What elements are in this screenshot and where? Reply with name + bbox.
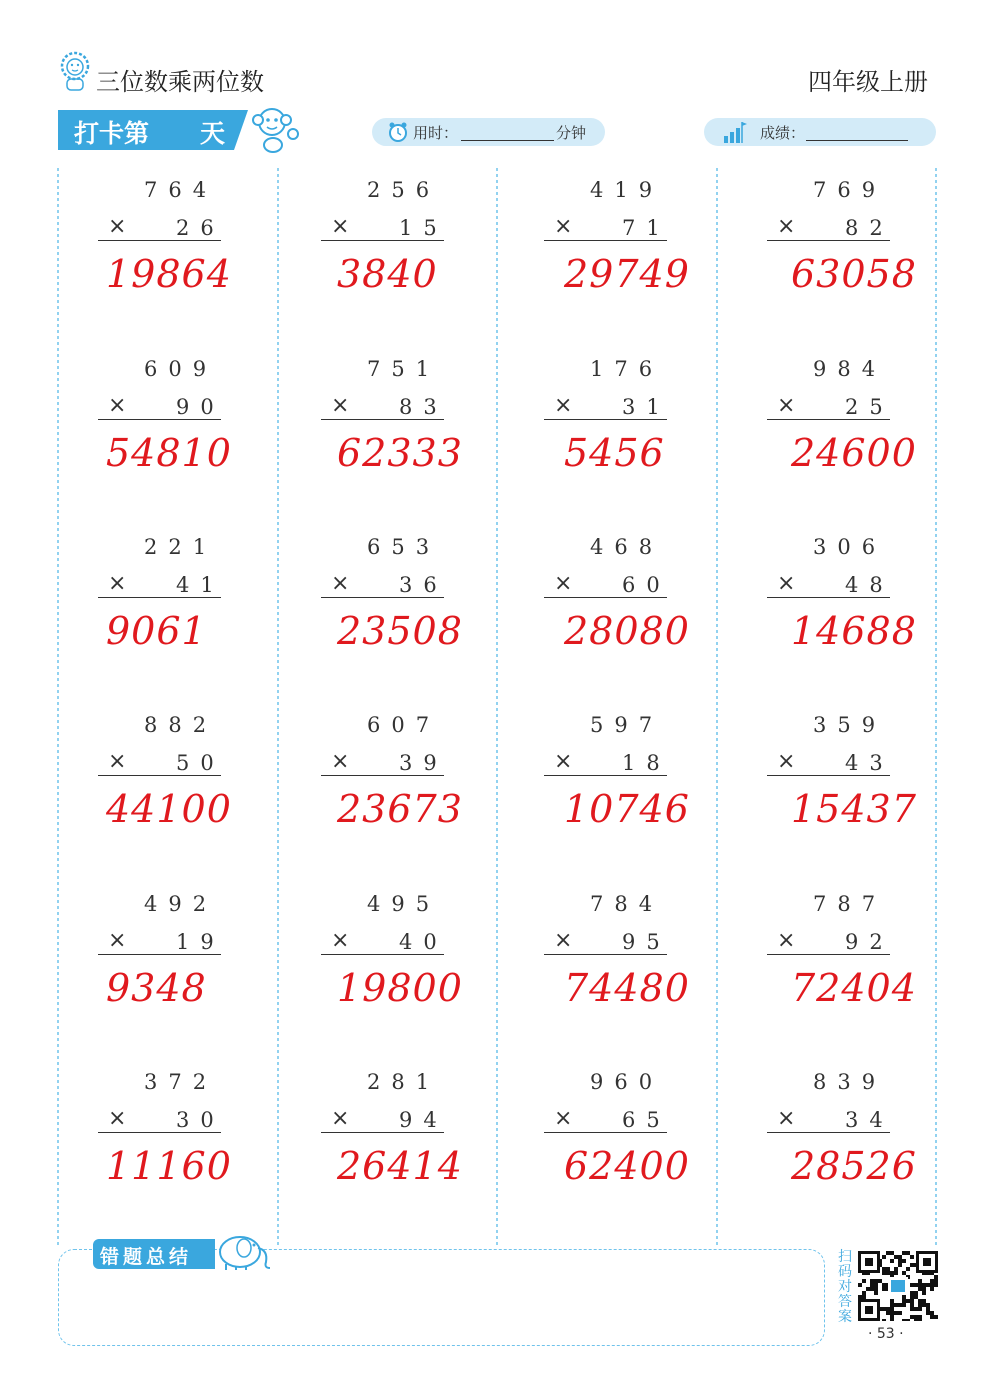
times-sign: × [108,928,127,953]
handwritten-answer[interactable]: 24600 [791,431,917,475]
problem-item [321,353,544,523]
multiplicand: 839 [813,1070,887,1094]
problem-rule [767,775,890,776]
multiplier: 41 [176,573,225,597]
problem-item [321,709,544,879]
problem-item [767,709,990,879]
problem-item [544,1066,767,1236]
problem-item [544,709,767,879]
multiplicand: 468 [590,535,664,559]
multiplier: 65 [622,1108,671,1132]
problem-rule [321,1132,444,1133]
multiplicand: 607 [367,713,441,737]
multiplicand: 984 [813,357,887,381]
multiplier: 31 [622,395,671,419]
multiplicand: 769 [813,178,887,202]
multiplier: 30 [176,1108,225,1132]
page-number: · 53 · [868,1326,904,1342]
problem-rule [98,240,221,241]
handwritten-answer[interactable]: 11160 [106,1144,232,1188]
problem-item [321,888,544,1058]
multiplier: 40 [399,930,448,954]
problem-item [544,174,767,344]
multiplicand: 359 [813,713,887,737]
multiplier: 95 [622,930,671,954]
times-sign: × [331,749,350,774]
handwritten-answer[interactable]: 23673 [337,787,463,831]
problem-rule [767,1132,890,1133]
multiplier: 48 [845,573,894,597]
problem-rule [767,419,890,420]
times-sign: × [777,214,796,239]
problem-item [767,888,990,1058]
times-sign: × [331,214,350,239]
multiplicand: 306 [813,535,887,559]
problem-rule [321,954,444,955]
problem-item [98,888,321,1058]
times-sign: × [108,393,127,418]
multiplier: 18 [622,751,671,775]
problem-item [544,353,767,523]
problem-rule [767,597,890,598]
multiplicand: 256 [367,178,441,202]
multiplicand: 784 [590,892,664,916]
multiplicand: 176 [590,357,664,381]
handwritten-answer[interactable]: 44100 [106,787,232,831]
multiplicand: 960 [590,1070,664,1094]
handwritten-answer[interactable]: 62400 [564,1144,690,1188]
times-sign: × [777,749,796,774]
handwritten-answer[interactable]: 14688 [791,609,917,653]
multiplier: 50 [176,751,225,775]
problem-item [321,1066,544,1236]
multiplicand: 787 [813,892,887,916]
multiplier: 26 [176,216,225,240]
multiplier: 82 [845,216,894,240]
problem-item [98,174,321,344]
time-unit: 分钟 [556,124,587,142]
multiplicand: 419 [590,178,664,202]
problem-item [767,353,990,523]
multiplier: 92 [845,930,894,954]
problem-rule [321,597,444,598]
times-sign: × [554,749,573,774]
times-sign: × [554,214,573,239]
handwritten-answer[interactable]: 19800 [337,966,463,1010]
multiplier: 90 [176,395,225,419]
handwritten-answer[interactable]: 10746 [564,787,690,831]
problem-item [544,888,767,1058]
problem-item [98,709,321,879]
times-sign: × [108,749,127,774]
times-sign: × [331,1106,350,1131]
times-sign: × [554,928,573,953]
handwritten-answer[interactable]: 72404 [791,966,917,1010]
handwritten-answer[interactable]: 3840 [337,252,438,296]
times-sign: × [331,571,350,596]
problem-rule [98,597,221,598]
problem-rule [98,419,221,420]
multiplier: 43 [845,751,894,775]
problem-rule [321,419,444,420]
multiplicand: 372 [144,1070,218,1094]
multiplier: 83 [399,395,448,419]
checkin-suffix: 天 [200,119,226,148]
problem-rule [544,240,667,241]
page-title: 三位数乘两位数 [96,68,264,96]
problem-item [544,531,767,701]
handwritten-answer[interactable]: 19864 [106,252,232,296]
handwritten-answer[interactable]: 28526 [791,1144,917,1188]
multiplier: 15 [399,216,448,240]
multiplicand: 882 [144,713,218,737]
multiplicand: 492 [144,892,218,916]
problem-rule [321,240,444,241]
times-sign: × [777,1106,796,1131]
times-sign: × [108,214,127,239]
problem-rule [767,240,890,241]
handwritten-answer[interactable]: 74480 [564,966,690,1010]
problem-item [98,531,321,701]
handwritten-answer[interactable]: 63058 [791,252,917,296]
handwritten-answer[interactable]: 26414 [337,1144,463,1188]
multiplier: 25 [845,395,894,419]
time-label: 用时： [413,124,459,142]
problem-item [767,174,990,344]
times-sign: × [554,571,573,596]
problem-rule [544,954,667,955]
qr-caption: 扫码对答案 [838,1249,852,1325]
multiplicand: 751 [367,357,441,381]
multiplier: 60 [622,573,671,597]
problem-item [98,1066,321,1236]
problem-item [98,353,321,523]
times-sign: × [331,393,350,418]
problem-rule [98,775,221,776]
handwritten-answer[interactable]: 9348 [106,966,207,1010]
mistake-summary-label: 错题总结 [100,1246,193,1268]
multiplier: 34 [845,1108,894,1132]
multiplier: 94 [399,1108,448,1132]
multiplier: 36 [399,573,448,597]
times-sign: × [108,1106,127,1131]
handwritten-answer[interactable]: 28080 [564,609,690,653]
problem-item [321,174,544,344]
times-sign: × [777,571,796,596]
grade-label: 四年级上册 [808,68,928,96]
multiplier: 39 [399,751,448,775]
problem-item [321,531,544,701]
handwritten-answer[interactable]: 5456 [564,431,665,475]
problem-rule [544,775,667,776]
multiplier: 71 [622,216,671,240]
problem-rule [544,419,667,420]
times-sign: × [777,393,796,418]
checkin-label: 打卡第 [74,119,150,148]
problem-rule [98,954,221,955]
problem-rule [544,597,667,598]
multiplicand: 609 [144,357,218,381]
handwritten-answer[interactable]: 23508 [337,609,463,653]
multiplicand: 597 [590,713,664,737]
qr-code-icon[interactable] [858,1251,938,1321]
problem-rule [767,954,890,955]
problem-rule [321,775,444,776]
problem-item [767,1066,990,1236]
problem-rule [98,1132,221,1133]
handwritten-answer[interactable]: 54810 [106,431,232,475]
problem-rule [544,1132,667,1133]
multiplicand: 764 [144,178,218,202]
times-sign: × [777,928,796,953]
multiplicand: 653 [367,535,441,559]
elephant-icon [214,1228,274,1272]
multiplier: 19 [176,930,225,954]
multiplicand: 221 [144,535,218,559]
times-sign: × [554,393,573,418]
handwritten-answer[interactable]: 9061 [106,609,207,653]
score-label: 成绩： [760,124,806,142]
multiplicand: 281 [367,1070,441,1094]
handwritten-answer[interactable]: 29749 [564,252,690,296]
times-sign: × [554,1106,573,1131]
times-sign: × [331,928,350,953]
handwritten-answer[interactable]: 62333 [337,431,463,475]
multiplicand: 495 [367,892,441,916]
times-sign: × [108,571,127,596]
problem-item [767,531,990,701]
handwritten-answer[interactable]: 15437 [791,787,917,831]
